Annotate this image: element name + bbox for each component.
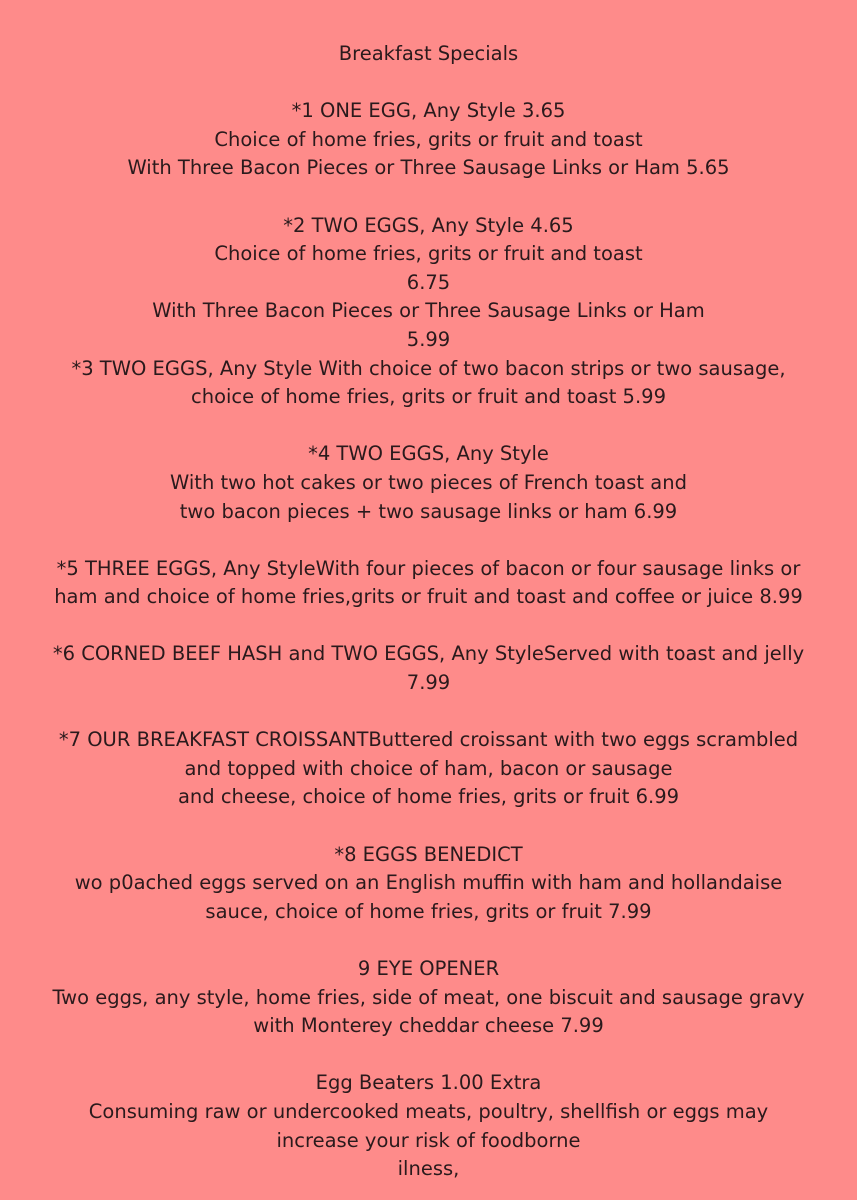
menu-line: *8 EGGS BENEDICT [334,842,523,866]
menu-title: Breakfast Specials [338,42,519,65]
menu-line: ham and choice of home fries,grits or fruit and toast and coffee or juice 8.99 [54,585,803,609]
menu-item-8 [0,841,857,927]
menu-line: With Three Bacon Pieces or Three Sausage Links or Ham [152,299,705,323]
menu-line: Two eggs, any style, home fries, side of meat, one biscuit and sausage gravy [52,985,805,1009]
spacer [0,698,857,727]
menu-item-1 [0,97,857,183]
spacer [0,812,857,841]
menu-item-6 [0,640,857,697]
menu-line: sauce, choice of home fries, grits or fruit 7.99 [205,899,652,923]
menu-line: ilness, [397,1157,460,1181]
menu-line: with Monterey cheddar cheese 7.99 [253,1014,604,1038]
menu-line: 6.75 [406,270,451,294]
spacer [0,183,857,212]
spacer [0,412,857,441]
spacer [0,926,857,955]
menu-line: increase your risk of foodborne [276,1128,581,1152]
menu-item-2-3 [0,212,857,412]
menu-line: *7 OUR BREAKFAST CROISSANTButtered croissant with two eggs scrambled [58,728,799,752]
menu-item-9 [0,955,857,1041]
menu-line: choice of home fries, grits or fruit and toast 5.99 [191,385,666,409]
menu-line: two bacon pieces + two sausage links or ham 6.99 [179,499,678,523]
menu-line: *3 TWO EGGS, Any Style With choice of two bacon strips or two sausage, [71,356,786,380]
menu-line: wo p0ached eggs served on an English muffin with ham and hollandaise [74,871,783,895]
spacer [0,69,857,98]
menu-line: *6 CORNED BEEF HASH and TWO EGGS, Any StyleServed with toast and jelly [52,642,805,666]
menu-item-7 [0,726,857,812]
menu-line: *2 TWO EGGS, Any Style 4.65 [283,213,574,237]
menu-item-5 [0,555,857,612]
spacer [0,612,857,641]
menu-line: *1 ONE EGG, Any Style 3.65 [291,99,566,123]
menu-line: and cheese, choice of home fries, grits or fruit 6.99 [177,785,680,809]
spacer [0,1041,857,1070]
menu-line: and topped with choice of ham, bacon or sausage [184,756,673,780]
menu-line: Choice of home fries, grits or fruit and toast [214,127,643,151]
menu-line: *5 THREE EGGS, Any StyleWith four pieces of bacon or four sausage links or [56,556,801,580]
menu-line: Egg Beaters 1.00 Extra [315,1071,542,1095]
menu-footer-notice [0,1069,857,1183]
menu-line: With Three Bacon Pieces or Three Sausage Links or Ham 5.65 [127,156,730,180]
menu-line: With two hot cakes or two pieces of French toast and [170,470,687,494]
menu-line: 7.99 [406,671,451,695]
menu-line: 5.99 [406,327,451,351]
menu-line: *4 TWO EGGS, Any Style [308,442,549,466]
spacer [0,526,857,555]
menu-line: Choice of home fries, grits or fruit and toast [214,242,643,266]
menu-line: Consuming raw or undercooked meats, poultry, shellfish or eggs may [88,1099,769,1123]
menu-line: 9 EYE OPENER [357,957,500,980]
menu-item-4 [0,440,857,526]
